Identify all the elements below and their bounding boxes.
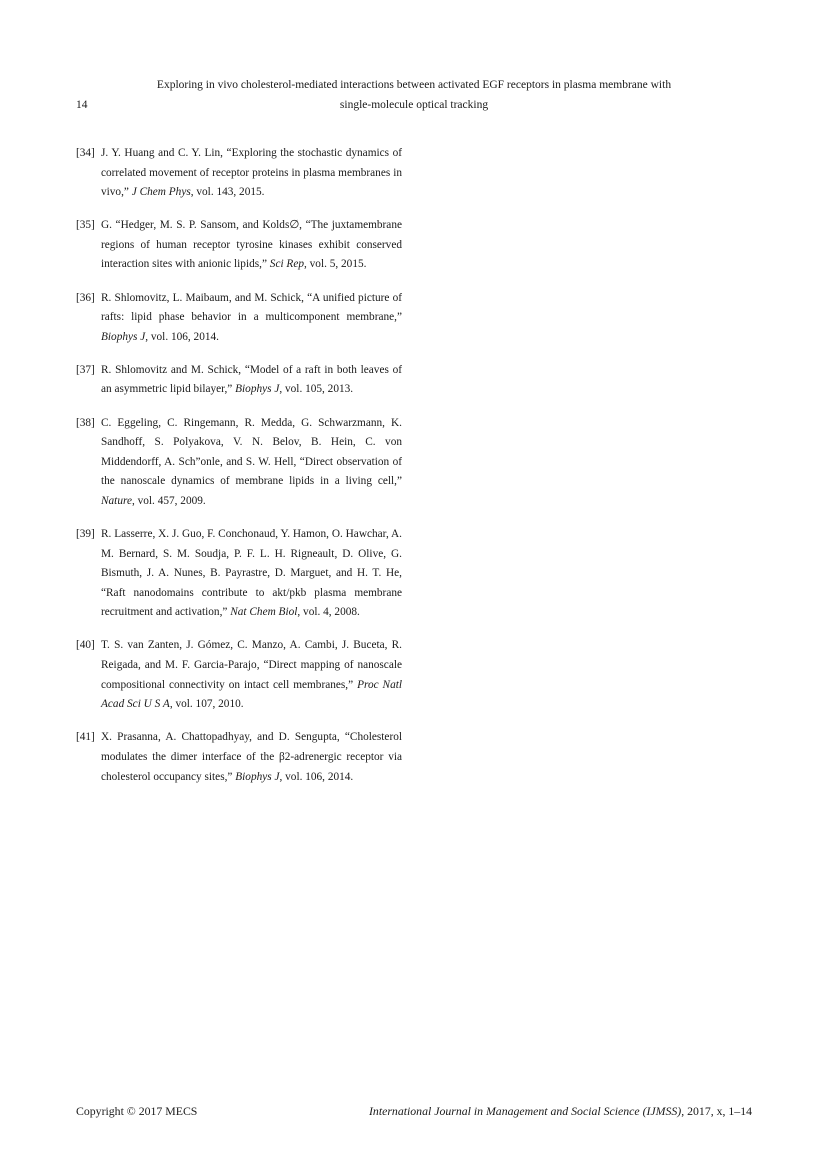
reference-authors-title: R. Shlomovitz, L. Maibaum, and M. Schick, “A unified picture of rafts: lipid phase behavior in a multicomponent membrane,” (101, 291, 402, 324)
reference-text (101, 525, 402, 623)
page-footer (76, 1101, 752, 1121)
reference-text (101, 414, 402, 512)
reference-text (101, 289, 402, 348)
reference-journal: Nat Chem Biol (230, 606, 298, 619)
reference-text (101, 636, 402, 714)
reference-label: [35] (76, 219, 95, 232)
reference-label: [40] (76, 639, 95, 652)
page-number: 14 (76, 98, 88, 111)
reference-text (101, 728, 402, 787)
reference-item (76, 636, 402, 714)
reference-label: [36] (76, 291, 95, 304)
reference-volume-year: , vol. 105, 2013. (279, 383, 354, 396)
reference-item (76, 361, 402, 400)
reference-journal: Nature (101, 494, 132, 507)
running-head-line-1: Exploring in vivo cholesterol-mediated interactions between activated EGF receptors in plasma membrane with (156, 79, 672, 91)
reference-volume-year: , vol. 457, 2009. (131, 494, 206, 507)
reference-journal: Biophys J (101, 330, 146, 343)
footer-issue-info: , 2017, x, 1–14 (681, 1104, 752, 1118)
running-head-line-2: single-molecule optical tracking (339, 98, 489, 111)
reference-authors-title: C. Eggeling, C. Ringemann, R. Medda, G. Schwarzmann, K. Sandhoff, S. Polyakova, V. N. Belov, B. Hein, C. von Middendorff, A. Sch”onle, and S. W. Hell, “Direct observation of the nanoscale dynamics of membrane lipids in a living cell,” (101, 416, 402, 488)
reference-journal: Biophys J (235, 770, 280, 783)
reference-volume-year: , vol. 107, 2010. (169, 698, 244, 711)
reference-journal: Biophys J (235, 383, 280, 396)
reference-label: [39] (76, 528, 95, 540)
reference-volume-year: , vol. 5, 2015. (304, 258, 367, 271)
copyright-notice: Copyright © 2017 MECS (76, 1104, 198, 1118)
reference-item (76, 525, 402, 623)
reference-journal: Sci Rep (269, 258, 304, 271)
reference-text (101, 361, 402, 400)
reference-volume-year: , vol. 4, 2008. (297, 606, 360, 619)
reference-label: [34] (76, 147, 95, 159)
reference-authors-title: G. “Hedger, M. S. P. Sansom, and Kolds∅, “The juxtamembrane regions of human receptor tyrosine kinases exhibit conserved interaction sites with anionic lipids,” (101, 219, 402, 271)
running-head (76, 76, 752, 115)
reference-authors-title: R. Lasserre, X. J. Guo, F. Conchonaud, Y. Hamon, O. Hawchar, A. M. Bernard, S. M. Soudja, P. F. L. H. Rigneault, D. Olive, G. Bismuth, J. A. Nunes, B. Payrastre, D. Marguet, and H. T. He, “Raft nanodomains contribute to akt/pkb plasma membrane recruitment and activation,” (101, 528, 402, 619)
reference-item (76, 289, 402, 348)
reference-label: [38] (76, 416, 95, 429)
footer-journal-info (369, 1101, 752, 1121)
reference-item (76, 216, 402, 275)
reference-label: [41] (76, 731, 95, 744)
reference-authors-title: R. Shlomovitz and M. Schick, “Model of a raft in both leaves of an asymmetric lipid bilayer,” (101, 363, 402, 396)
reference-text (101, 216, 402, 275)
reference-authors-title: J. Y. Huang and C. Y. Lin, “Exploring the stochastic dynamics of correlated movement of receptor proteins in plasma membranes in vivo,” (101, 147, 402, 199)
reference-journal: J Chem Phys (131, 186, 191, 199)
reference-item (76, 144, 402, 203)
reference-item (76, 414, 402, 512)
reference-volume-year: , vol. 106, 2014. (145, 330, 219, 343)
reference-label: [37] (76, 363, 95, 376)
reference-item (76, 728, 402, 787)
reference-volume-year: , vol. 106, 2014. (279, 770, 354, 783)
reference-authors-title: X. Prasanna, A. Chattopadhyay, and D. Sengupta, “Cholesterol modulates the dimer interface of the β2-adrenergic receptor via cholesterol occupancy sites,” (101, 731, 402, 783)
reference-authors-title: T. S. van Zanten, J. Gómez, C. Manzo, A. Cambi, J. Buceta, R. Reigada, and M. F. Garcia-Parajo, “Direct mapping of nanoscale compositional connectivity on intact cell membranes,” (101, 639, 402, 691)
reference-list (76, 144, 402, 787)
footer-journal-name: International Journal in Management and Social Science (IJMSS) (369, 1104, 682, 1118)
reference-text (101, 144, 402, 203)
reference-volume-year: , vol. 143, 2015. (190, 186, 265, 199)
reference-journal: Proc Natl Acad Sci U S A (101, 678, 402, 711)
